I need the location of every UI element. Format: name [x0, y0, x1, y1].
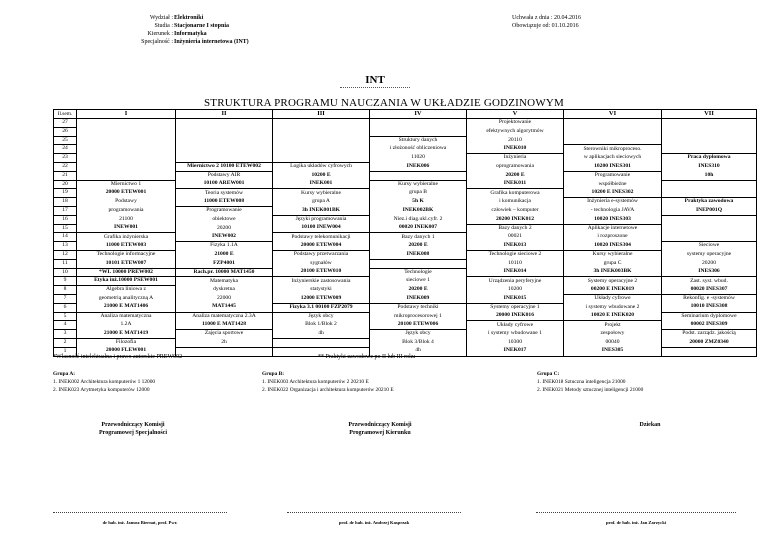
- course-cell: Kursy wybieralne: [273, 189, 370, 198]
- table-row: [54, 206, 757, 215]
- course-cell: 21000 E MAT1406: [77, 303, 176, 312]
- course-cell: Analiza matematyczna: [77, 312, 176, 321]
- header-meta-row: [115, 22, 249, 30]
- signature-name-dean: prof. dr hab. inż. Jan Zarzycki: [605, 520, 667, 525]
- week-number: 21: [54, 171, 77, 180]
- course-cell: Podstawy AIR: [176, 171, 273, 180]
- course-cell: oprogramowania: [467, 162, 564, 171]
- signature-line: [536, 512, 736, 513]
- course-cell: Podstawy techniki: [370, 303, 467, 312]
- course-cell: sygnałów: [273, 259, 370, 268]
- course-cell: 00040: [564, 338, 662, 347]
- course-cell: i rozproszone: [564, 233, 662, 242]
- course-cell: 10020 E INEK020: [564, 312, 662, 321]
- course-cell: INEK009: [370, 294, 467, 303]
- course-cell: [370, 171, 467, 180]
- course-cell: 11000 ETEW008: [176, 198, 273, 207]
- course-cell: grupa A: [273, 198, 370, 207]
- table-row: [54, 338, 757, 347]
- course-cell: 20000 ETEW001: [77, 189, 176, 198]
- table-row: [54, 294, 757, 303]
- course-cell: 10h: [662, 171, 757, 180]
- course-cell: MAT1445: [176, 303, 273, 312]
- course-cell: Języki programowania: [273, 215, 370, 224]
- week-number: 4: [54, 321, 77, 330]
- course-cell: INEK017: [467, 347, 564, 356]
- meta-value: Informatyka: [174, 31, 207, 37]
- course-cell: [370, 119, 467, 137]
- list-item: 1. INEK003 Architektura komputerów 2 20210 E: [262, 379, 369, 385]
- course-cell: Matematyka: [176, 277, 273, 286]
- course-cell: [176, 347, 273, 356]
- week-number: 5: [54, 312, 77, 321]
- course-cell: Inżynierskie zastosowania: [273, 277, 370, 286]
- specialty-code: INT: [340, 74, 410, 88]
- course-cell: Miernictwo 1: [77, 180, 176, 189]
- course-cell: Blok 3/Blok 4: [370, 338, 467, 347]
- course-cell: Urządzenia peryferyjne: [467, 277, 564, 286]
- course-cell: 20000 FLEW001: [77, 347, 176, 356]
- meta-key: Specjalność :: [141, 39, 173, 45]
- week-number: 8: [54, 286, 77, 295]
- table-row: [54, 277, 757, 286]
- course-cell: Kursy wybieralne: [370, 180, 467, 189]
- week-number: 3: [54, 330, 77, 339]
- course-cell: 00020 INES307: [662, 286, 757, 295]
- week-number: 14: [54, 233, 77, 242]
- meta-value: Inżynieria internetowa (INT): [174, 39, 249, 45]
- course-cell: Grafika komputerowa: [467, 189, 564, 198]
- course-cell: [273, 119, 370, 163]
- week-number: 1: [54, 347, 77, 356]
- course-cell: Inżynieria e-systemów: [564, 198, 662, 207]
- list-item: 1. INEK002 Architektura komputerów 1 12000: [53, 379, 156, 385]
- course-cell: statystyki: [273, 286, 370, 295]
- course-cell: 00020 INEK007: [370, 224, 467, 233]
- course-cell: Programowanie: [564, 171, 662, 180]
- course-cell: Technologie sieciowe 2: [467, 250, 564, 259]
- header-meta-row: [115, 38, 249, 46]
- course-cell: [662, 215, 757, 241]
- course-cell: *WI. 10000 PREW002: [77, 268, 176, 277]
- course-cell: Inżynieria: [467, 154, 564, 163]
- course-cell: i komunikacja: [467, 198, 564, 207]
- signature-name-field: prof. dr hab. inż. Andrzej Kasprzak: [338, 520, 410, 525]
- course-cell: Bazy danych 2: [467, 224, 564, 233]
- course-cell: Algebra liniowa z: [77, 286, 176, 295]
- header-meta: [115, 14, 249, 46]
- course-cell: 11000 ETEW003: [77, 242, 176, 251]
- meta-value: Elektroniki: [174, 15, 204, 21]
- course-cell: efektywnych algorytmów: [467, 127, 564, 136]
- course-cell: geometrią analityczną A: [77, 294, 176, 303]
- course-cell: INEK010: [467, 145, 564, 154]
- course-cell: 5h K: [370, 198, 467, 207]
- week-number: 10: [54, 268, 77, 277]
- course-cell: Podstawy przetwarzania: [273, 250, 370, 259]
- table-row: [54, 330, 757, 339]
- course-cell: 00002 INES309: [662, 321, 757, 330]
- table-row: [54, 119, 757, 128]
- course-cell: - technologia JAVA: [564, 206, 662, 215]
- week-number: 20: [54, 180, 77, 189]
- course-cell: Analiza matematyczna 2.3A: [176, 312, 273, 321]
- course-cell: 21000 E MAT1419: [77, 330, 176, 339]
- signature-role-field: Przewodniczący Komisji Programowej Kierunku: [348, 422, 412, 436]
- header-resolution: [512, 14, 581, 30]
- week-number: 24: [54, 145, 77, 154]
- course-cell: INEK006: [370, 162, 467, 171]
- course-cell: INEW002: [176, 233, 273, 242]
- course-cell: Zast. syst. wbud.: [662, 277, 757, 286]
- course-cell: 00021: [467, 233, 564, 242]
- meta-key: Wydział :: [149, 15, 173, 21]
- course-cell: człowiek – komputer: [467, 206, 564, 215]
- course-cell: i systemy wbudowane 1: [467, 330, 564, 339]
- course-cell: Sterowniki mikroproceso.: [564, 145, 662, 154]
- course-cell: [370, 259, 467, 268]
- course-cell: INES310: [662, 162, 757, 171]
- header-meta-row: [115, 30, 249, 38]
- list-item: 1. INEK018 Sztuczna inteligencja 21000: [537, 379, 626, 385]
- course-cell: [662, 347, 757, 356]
- course-cell: INEW001: [77, 224, 176, 233]
- page-title: STRUKTURA PROGRAMU NAUCZANIA W UKŁADZIE GODZINOWYM: [203, 97, 565, 109]
- table-row: [54, 303, 757, 312]
- week-number: 16: [54, 215, 77, 224]
- course-cell: 20100 ETEW006: [370, 321, 467, 330]
- course-cell: Etyka inż.10000 PSEW001: [77, 277, 176, 286]
- course-cell: 20100 ETEW010: [273, 268, 370, 277]
- course-cell: INES306: [662, 268, 757, 277]
- course-cell: 20200: [662, 259, 757, 268]
- table-row: [54, 321, 757, 330]
- list-item: 2. INEK021 Metody sztucznej inteligencji 21000: [537, 387, 644, 393]
- meta-value: Stacjonarne I stopnia: [174, 23, 230, 29]
- course-cell: w aplikacjach sieciowych: [564, 154, 662, 163]
- course-cell: mikroprocesorowej 1: [370, 312, 467, 321]
- course-cell: INEK014: [467, 268, 564, 277]
- list-item: 2. INEK023 Arytmetyka komputerów 12000: [53, 387, 150, 393]
- group-a: Grupa A: 1. INEK002 Architektura komputerów 1 12000 2. INEK023 Arytmetyka komputerów 12000: [53, 371, 156, 393]
- week-number: 17: [54, 206, 77, 215]
- course-cell: Struktury danych: [370, 136, 467, 145]
- col-header: Il.sem.: [54, 110, 77, 119]
- header-meta-row: [115, 14, 249, 22]
- course-cell: współbieżne: [564, 180, 662, 189]
- course-cell: INEP001Q: [662, 206, 757, 215]
- course-cell: 20200 E: [370, 242, 467, 251]
- week-number: 12: [54, 250, 77, 259]
- course-cell: Fizyka 1.1A: [176, 242, 273, 251]
- course-cell: Projekt: [564, 321, 662, 330]
- course-cell: Seminarium dyplomowe: [662, 312, 757, 321]
- course-cell: Rach.pr. 10000 MAT1450: [176, 268, 273, 277]
- course-cell: Podstawy: [77, 198, 176, 207]
- course-cell: [662, 180, 757, 198]
- signature-line: [53, 512, 227, 513]
- course-cell: Systemy operacyjne 2: [564, 277, 662, 286]
- course-cell: 20200 E: [467, 171, 564, 180]
- course-cell: 3h INEK001BK: [273, 206, 370, 215]
- course-cell: [273, 338, 370, 347]
- table-row: [54, 259, 757, 268]
- course-cell: Język obcy: [273, 312, 370, 321]
- course-cell: Technologie: [370, 268, 467, 277]
- course-cell: 11020: [370, 154, 467, 163]
- course-cell: 20000 INEK016: [467, 312, 564, 321]
- week-number: 6: [54, 303, 77, 312]
- group-b: Grupa B: 1. INEK003 Architektura komputerów 2 20210 E 2. INEK022 Organizacja i architektura komputerów 20210 E: [262, 371, 394, 393]
- course-cell: 11000 E MAT1428: [176, 321, 273, 330]
- course-cell: 20110: [467, 136, 564, 145]
- program-table: [53, 109, 757, 357]
- week-number: 22: [54, 162, 77, 171]
- course-cell: programowania: [77, 206, 176, 215]
- course-cell: Rekonfig. e -systemów: [662, 294, 757, 303]
- table-row: [54, 242, 757, 251]
- week-number: 27: [54, 119, 77, 128]
- week-number: 11: [54, 259, 77, 268]
- course-cell: i złożoność obliczeniowa: [370, 145, 467, 154]
- course-cell: Podst. zarządz. jakością: [662, 330, 757, 339]
- course-cell: 2h: [176, 338, 273, 347]
- course-cell: 20000 ZMZ0340: [662, 338, 757, 347]
- course-cell: Miernictwo 2 10100 ETEW002: [176, 162, 273, 171]
- table-row: [54, 268, 757, 277]
- col-header: IV: [370, 110, 467, 119]
- week-number: 19: [54, 189, 77, 198]
- course-cell: Filozofia: [77, 338, 176, 347]
- week-number: 9: [54, 277, 77, 286]
- week-number: 2: [54, 338, 77, 347]
- week-number: 26: [54, 127, 77, 136]
- course-cell: 10200 E: [273, 171, 370, 180]
- course-cell: Praktyka zawodowa: [662, 198, 757, 207]
- footnote-practice: ** Praktyki zawodowe po II lub III roku: [318, 354, 416, 360]
- course-cell: 10100 AREW001: [176, 180, 273, 189]
- course-cell: 12000 ETEW009: [273, 294, 370, 303]
- table-row: [54, 189, 757, 198]
- course-cell: 10020 INES304: [564, 242, 662, 251]
- table-row: [54, 215, 757, 224]
- signature-role-dean: Dziekan: [639, 422, 661, 428]
- table-row: [54, 180, 757, 189]
- course-cell: 10101 ETEW007: [77, 259, 176, 268]
- week-number: 15: [54, 224, 77, 233]
- course-cell: sieciowe 1: [370, 277, 467, 286]
- table-row: [54, 233, 757, 242]
- week-number: 23: [54, 154, 77, 163]
- course-cell: [564, 119, 662, 145]
- course-cell: Język obcy: [370, 330, 467, 339]
- course-cell: 10200: [467, 286, 564, 295]
- course-cell: Logika układów cyfrowych: [273, 162, 370, 171]
- course-cell: Blok 1/Blok 2: [273, 321, 370, 330]
- resolution-date: Uchwała z dnia : 20.04.2016: [512, 15, 581, 21]
- course-cell: 10100 INEW004: [273, 224, 370, 233]
- course-cell: Praca dyplomowa: [662, 154, 757, 163]
- table-row: [54, 198, 757, 207]
- course-cell: INEK013: [467, 242, 564, 251]
- course-cell: 1.2A: [77, 321, 176, 330]
- course-cell: Systemy operacyjne 1: [467, 303, 564, 312]
- course-cell: 20000 ETEW004: [273, 242, 370, 251]
- table-row: [54, 250, 757, 259]
- table-header: [54, 110, 757, 119]
- course-cell: 00200 E INEK019: [564, 286, 662, 295]
- course-cell: 20200: [176, 224, 273, 233]
- course-cell: 10200 INES301: [564, 162, 662, 171]
- course-cell: [176, 119, 273, 163]
- signature-line: [287, 512, 461, 513]
- course-cell: Bazy danych 1: [370, 233, 467, 242]
- week-number: 13: [54, 242, 77, 251]
- course-cell: Podstawy telekomunikacji: [273, 233, 370, 242]
- signature-role-specialty: Przewodniczący Komisji Programowej Specjalności: [98, 422, 168, 436]
- col-header: II: [176, 110, 273, 119]
- course-cell: zespołowy: [564, 330, 662, 339]
- signature-name-specialty: dr hab. inż. Janusz Biernat, prof. Pwr.: [102, 520, 178, 525]
- course-cell: Układy cyfrowe: [467, 321, 564, 330]
- week-number: 25: [54, 136, 77, 145]
- course-cell: INEK008: [370, 250, 467, 259]
- course-cell: 10200 E INES302: [564, 189, 662, 198]
- course-cell: INEK002BK: [370, 206, 467, 215]
- course-cell: Projektowanie: [467, 119, 564, 128]
- course-cell: 10020 INES303: [564, 215, 662, 224]
- course-cell: INEK001: [273, 180, 370, 189]
- course-cell: Niez.i diag.ukl.cyfr. 2: [370, 215, 467, 224]
- course-cell: 20200 E: [370, 286, 467, 295]
- course-cell: 10010 INES308: [662, 303, 757, 312]
- list-item: 2. INEK022 Organizacja i architektura komputerów 20210 E: [262, 387, 394, 393]
- course-cell: Grafika inżynierska: [77, 233, 176, 242]
- course-cell: 10300: [467, 338, 564, 347]
- course-cell: FZP4001: [176, 259, 273, 268]
- course-cell: systemy operacyjne: [662, 250, 757, 259]
- course-cell: Zajęcia sportowe: [176, 330, 273, 339]
- course-cell: 21000 E: [176, 250, 273, 259]
- col-header: VI: [564, 110, 662, 119]
- table-row: [54, 312, 757, 321]
- course-cell: 3h INEK003BK: [564, 268, 662, 277]
- col-header: V: [467, 110, 564, 119]
- table-row: [54, 286, 757, 295]
- course-cell: 4h: [273, 330, 370, 339]
- week-number: 18: [54, 198, 77, 207]
- course-cell: Aplikacje internetowe: [564, 224, 662, 233]
- col-header: VII: [662, 110, 757, 119]
- course-cell: obiektowe: [176, 215, 273, 224]
- meta-key: Kierunek :: [147, 31, 173, 37]
- course-cell: Sieciowe: [662, 242, 757, 251]
- course-cell: INEK011: [467, 180, 564, 189]
- course-cell: Układy cyfrowe: [564, 294, 662, 303]
- course-cell: 4h: [370, 347, 467, 356]
- course-cell: 22000: [176, 294, 273, 303]
- course-cell: i systemy wbudowane 2: [564, 303, 662, 312]
- course-cell: [662, 119, 757, 154]
- footnote-ip: *Własność intelektualna i prawo autorskie PREW002: [53, 354, 183, 360]
- course-cell: 21100: [77, 215, 176, 224]
- course-cell: 10110: [467, 259, 564, 268]
- course-cell: grupa C: [564, 259, 662, 268]
- course-cell: grupa B: [370, 189, 467, 198]
- meta-key: Studia :: [154, 23, 173, 29]
- course-cell: dyskretna: [176, 286, 273, 295]
- course-cell: 20200 INEK012: [467, 215, 564, 224]
- effective-date: Obowiązuje od: 01.10.2016: [512, 23, 579, 29]
- course-cell: Technologie informacyjne: [77, 250, 176, 259]
- course-cell: [77, 119, 176, 181]
- course-cell: Kursy wybieralne: [564, 250, 662, 259]
- course-cell: INES305: [564, 347, 662, 356]
- week-number: 7: [54, 294, 77, 303]
- group-c: Grupa C: 1. INEK018 Sztuczna inteligencja 21000 2. INEK021 Metody sztucznej inteligencji 21000: [537, 371, 644, 393]
- course-cell: INEK015: [467, 294, 564, 303]
- col-header: I: [77, 110, 176, 119]
- course-cell: Programowanie: [176, 206, 273, 215]
- course-cell: Teoria systemów: [176, 189, 273, 198]
- col-header: III: [273, 110, 370, 119]
- course-cell: Fizyka 3.1 00100 FZP2079: [273, 303, 370, 312]
- table-row: [54, 224, 757, 233]
